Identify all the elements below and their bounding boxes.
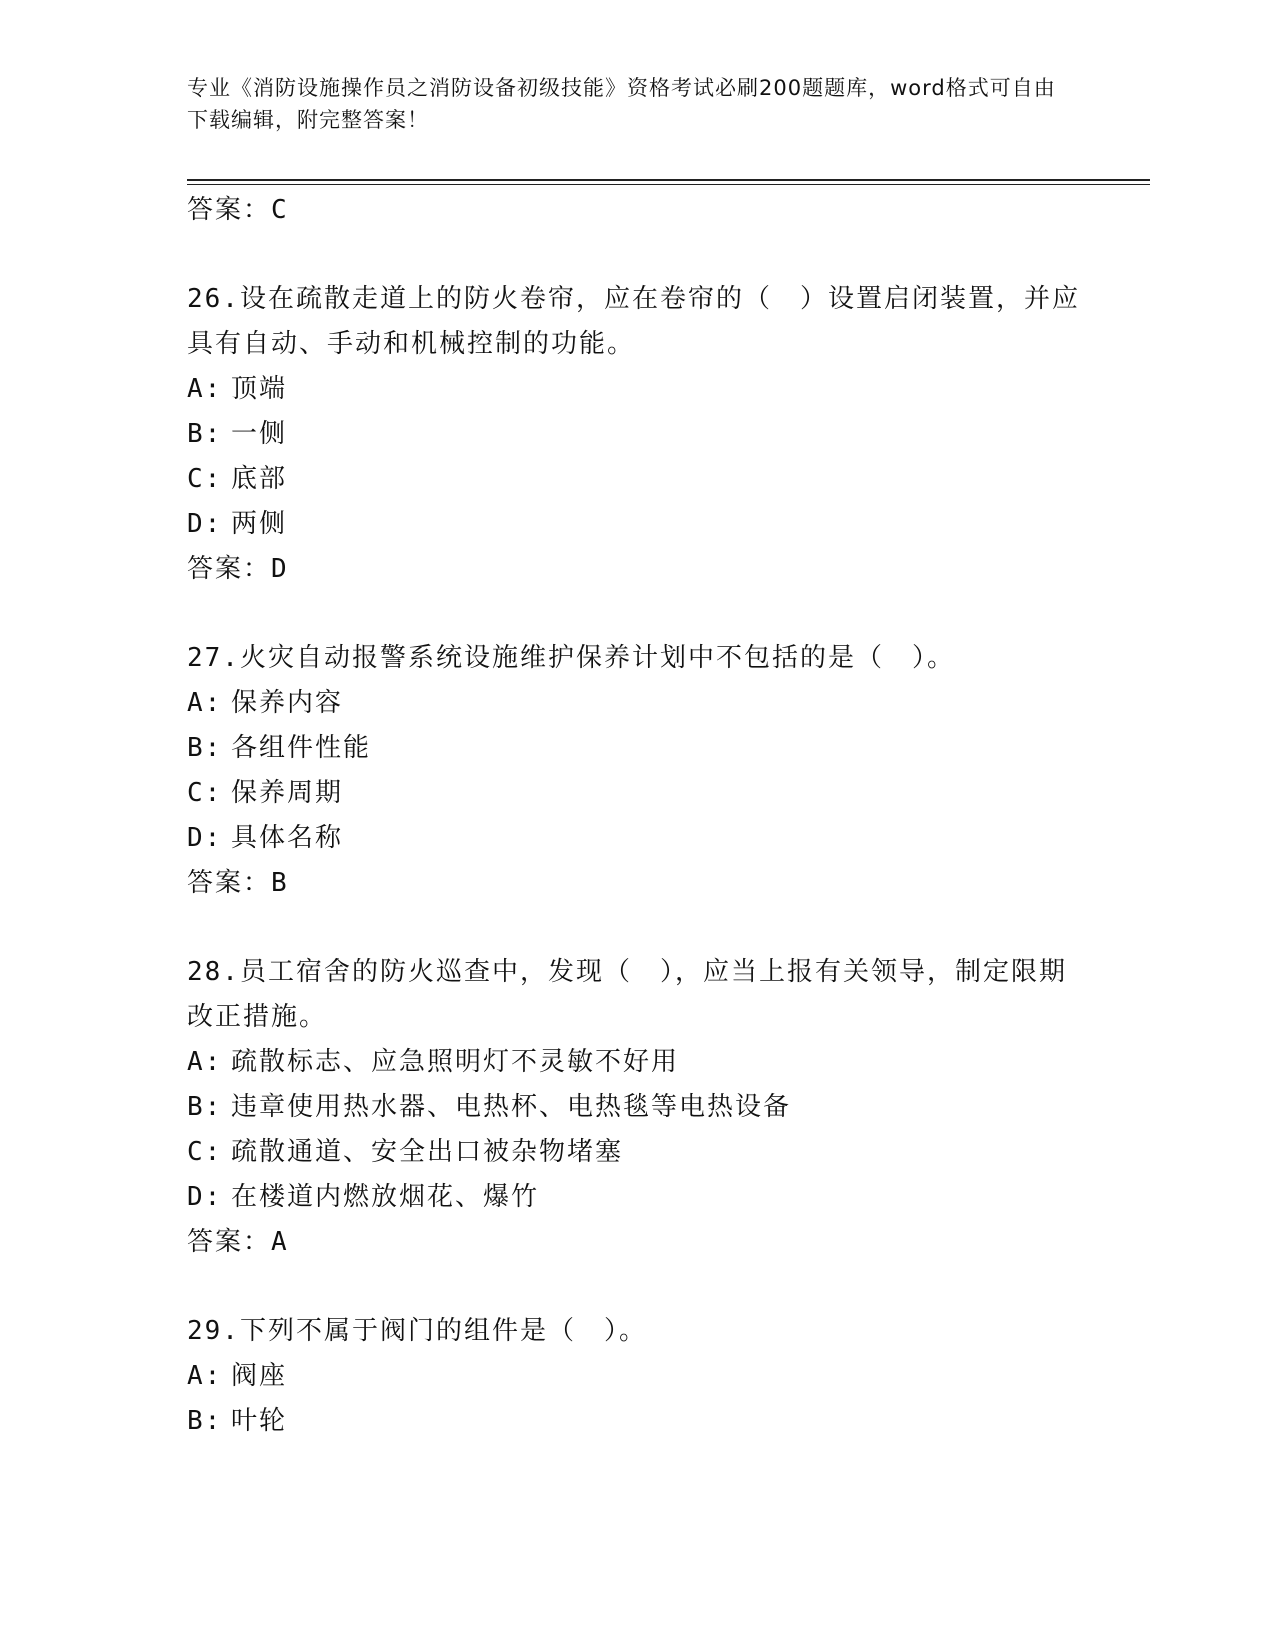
question-block: [187, 1309, 1087, 1444]
option-key: B:: [187, 419, 223, 449]
spacer: [187, 592, 1087, 636]
question-text: 29.下列不属于阀门的组件是（ ）。: [187, 1316, 647, 1346]
question-text: 28.员工宿舍的防火巡查中，发现（ ），应当上报有关领导，制定限期改正措施。: [187, 957, 1067, 1032]
answer-value: C: [271, 195, 289, 225]
option-text: 保养内容: [231, 688, 344, 718]
option-b: [187, 1085, 1087, 1130]
option-key: B:: [187, 1406, 223, 1436]
question-block: [187, 277, 1087, 592]
answer-value: B: [271, 868, 289, 898]
option-d: [187, 816, 1087, 861]
option-key: B:: [187, 1092, 223, 1122]
option-b: [187, 1399, 1087, 1444]
option-key: B:: [187, 733, 223, 763]
option-key: A:: [187, 1361, 223, 1391]
option-c: [187, 457, 1087, 502]
question-text: 27.火灾自动报警系统设施维护保养计划中不包括的是（ ）。: [187, 643, 955, 673]
option-text: 保养周期: [231, 778, 344, 808]
option-text: 阀座: [231, 1361, 288, 1391]
header-divider-thin: [187, 184, 1150, 185]
option-text: 违章使用热水器、电热杯、电热毯等电热设备: [231, 1092, 792, 1122]
option-a: [187, 681, 1087, 726]
question-block: [187, 950, 1087, 1265]
option-text: 在楼道内燃放烟花、爆竹: [231, 1182, 540, 1212]
option-text: 底部: [231, 464, 288, 494]
answer-line: [187, 861, 1087, 906]
option-text: 叶轮: [231, 1406, 288, 1436]
answer-line: [187, 188, 1087, 233]
page-header: 专业《消防设施操作员之消防设备初级技能》资格考试必刷200题题库，word格式可自由下载编辑，附完整答案！: [187, 76, 1056, 132]
option-a: [187, 1040, 1087, 1085]
question-text: 26.设在疏散走道上的防火卷帘，应在卷帘的（ ）设置启闭装置，并应具有自动、手动和机械控制的功能。: [187, 284, 1080, 359]
option-key: D:: [187, 509, 223, 539]
spacer: [187, 233, 1087, 277]
option-text: 具体名称: [231, 823, 344, 853]
option-text: 疏散标志、应急照明灯不灵敏不好用: [231, 1047, 680, 1077]
answer-label: 答案：: [187, 554, 272, 584]
option-key: A:: [187, 688, 223, 718]
option-text: 顶端: [231, 374, 288, 404]
option-text: 两侧: [231, 509, 288, 539]
header-divider: [187, 179, 1150, 181]
option-d: [187, 502, 1087, 547]
option-c: [187, 771, 1087, 816]
option-b: [187, 412, 1087, 457]
option-key: C:: [187, 1137, 223, 1167]
option-key: A:: [187, 1047, 223, 1077]
option-a: [187, 367, 1087, 412]
option-b: [187, 726, 1087, 771]
option-text: 各组件性能: [231, 733, 372, 763]
option-key: D:: [187, 823, 223, 853]
option-c: [187, 1130, 1087, 1175]
option-text: 一侧: [231, 419, 288, 449]
option-text: 疏散通道、安全出口被杂物堵塞: [231, 1137, 624, 1167]
answer-value: A: [271, 1227, 289, 1257]
option-key: A:: [187, 374, 223, 404]
answer-value: D: [271, 554, 289, 584]
question-block: [187, 636, 1087, 906]
answer-label: 答案：: [187, 1227, 272, 1257]
option-key: D:: [187, 1182, 223, 1212]
spacer: [187, 906, 1087, 950]
option-key: C:: [187, 464, 223, 494]
option-key: C:: [187, 778, 223, 808]
option-a: [187, 1354, 1087, 1399]
option-d: [187, 1175, 1087, 1220]
answer-label: 答案：: [187, 868, 272, 898]
question-list: [187, 188, 1087, 1444]
spacer: [187, 1265, 1087, 1309]
answer-line: [187, 547, 1087, 592]
answer-line: [187, 1220, 1087, 1265]
answer-label: 答案：: [187, 195, 272, 225]
